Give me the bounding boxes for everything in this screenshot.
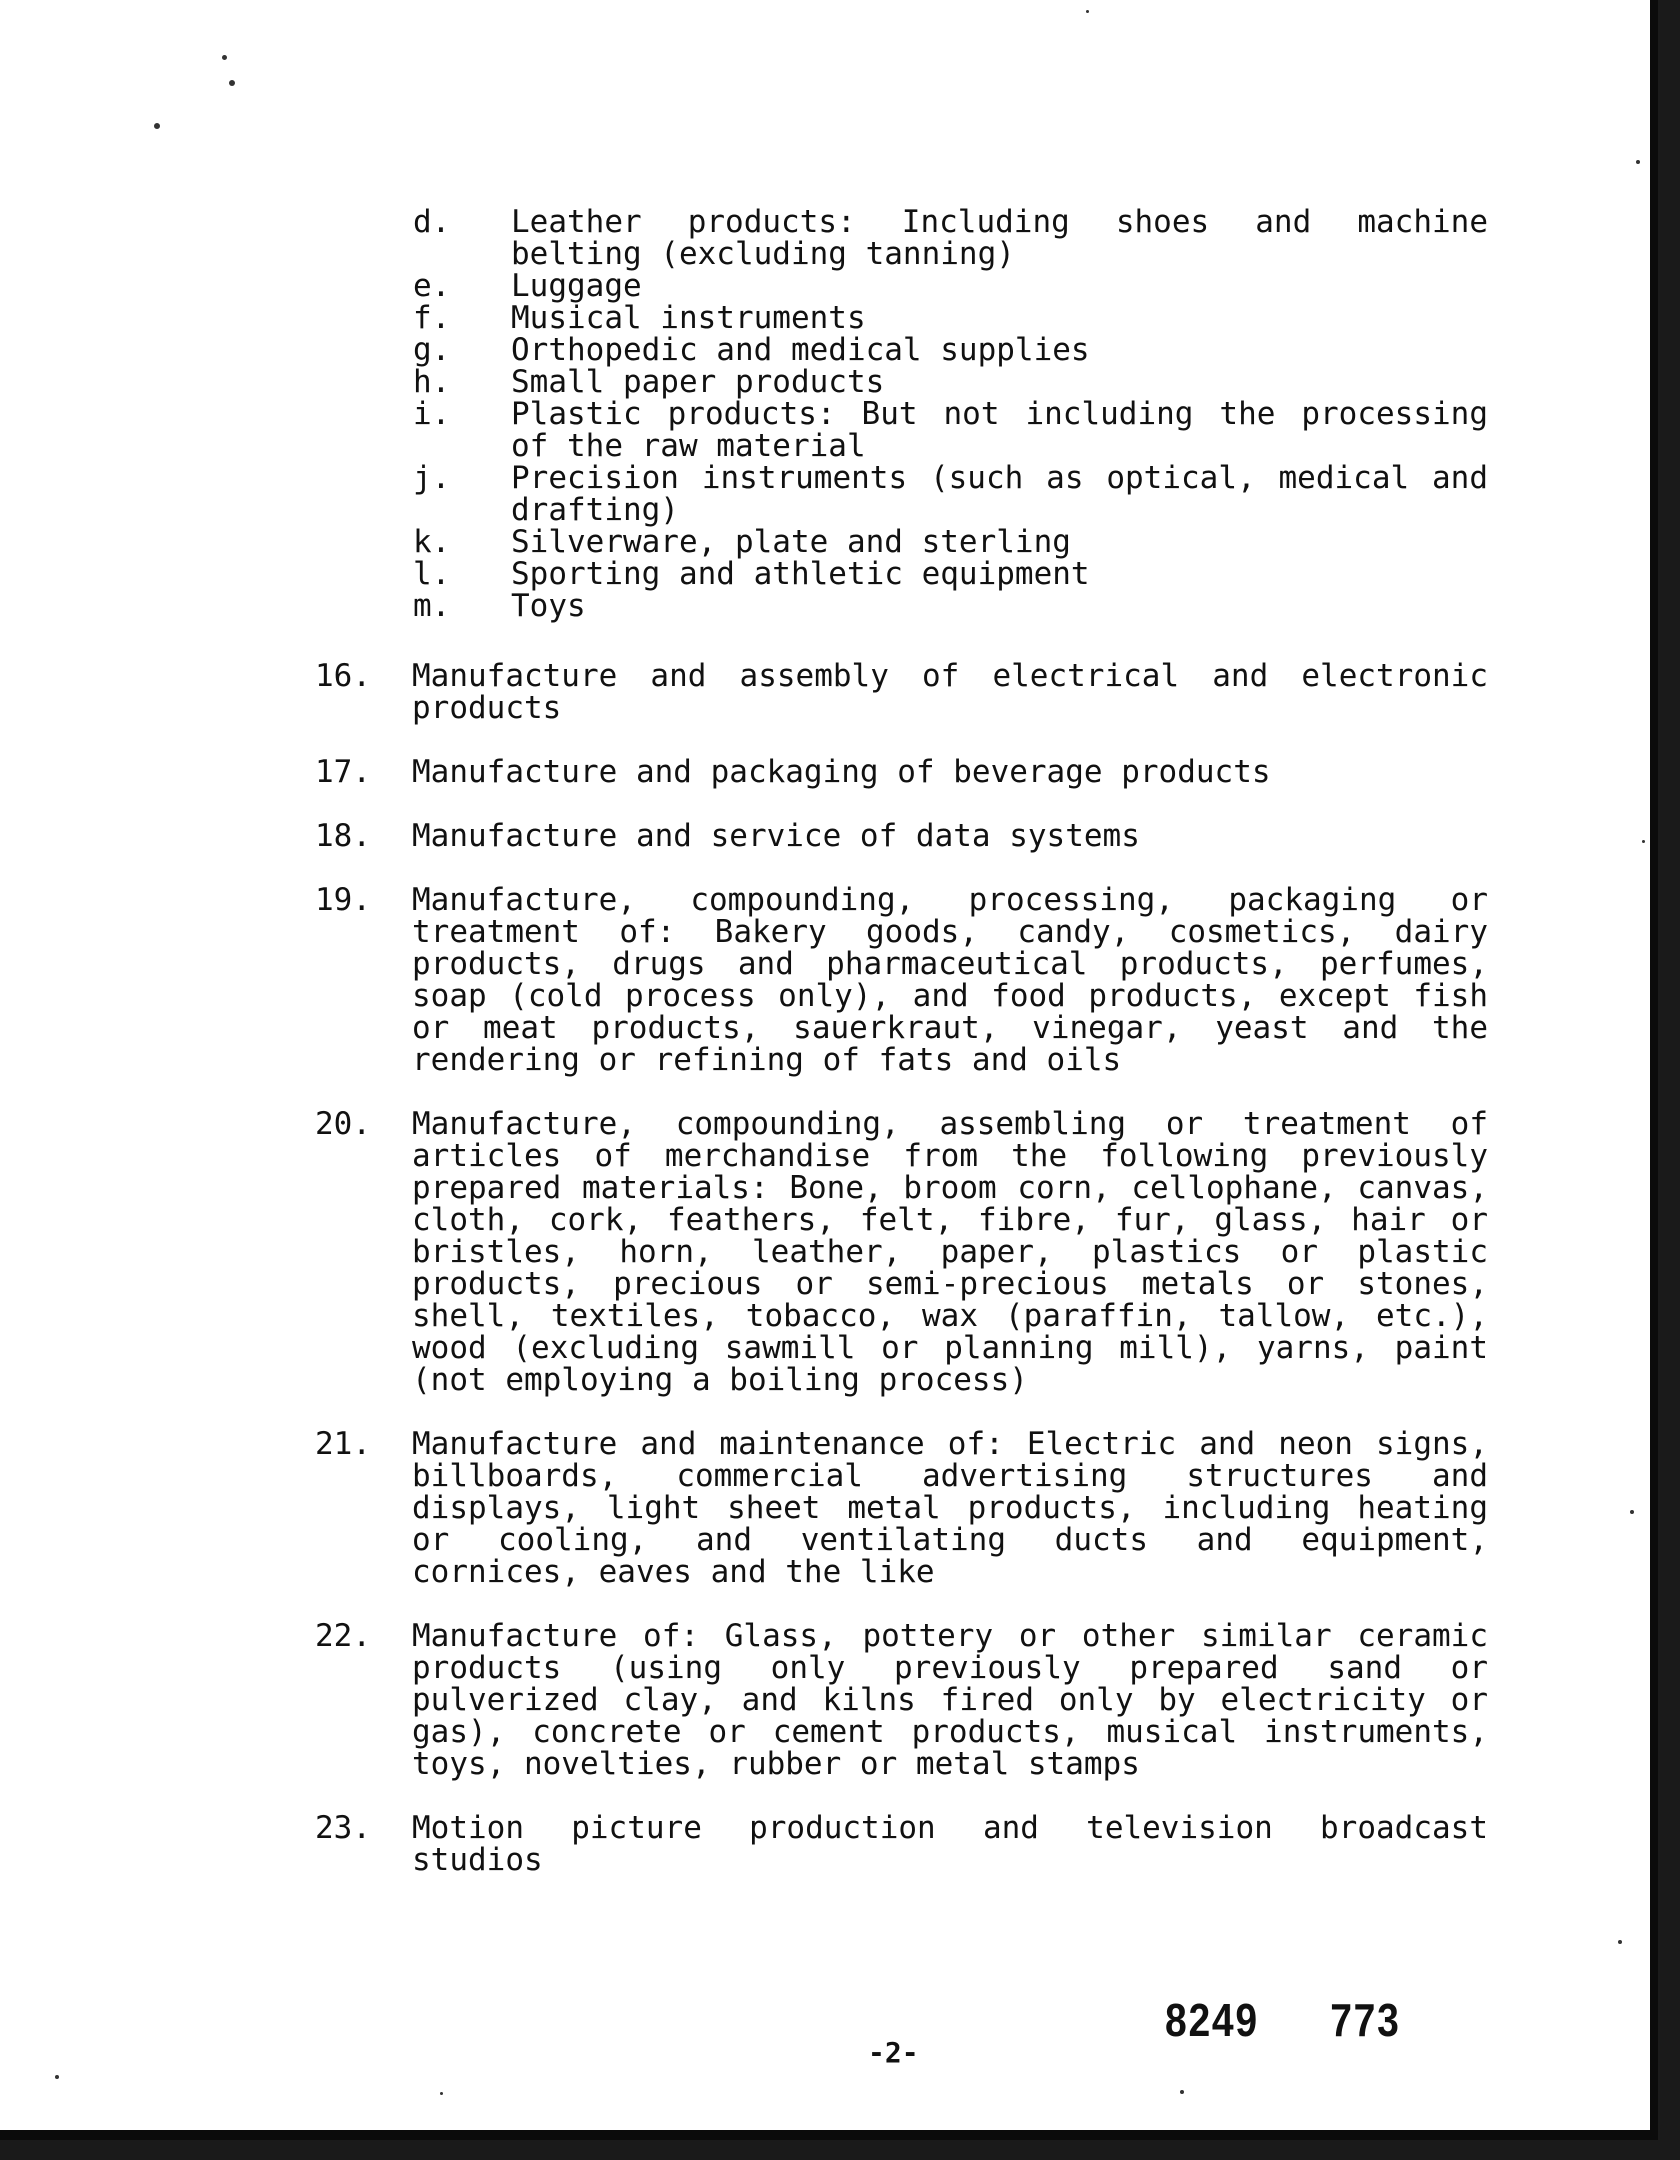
item-text: Manufacture and maintenance of: Electric and neon signs, billboards, commercial advertising structures and displays, light sheet metal products, including heating or cooling, and ventilating ducts and equipment, cornices, eaves and the like [412, 1426, 1488, 1590]
list-item [413, 526, 1488, 558]
list-item [413, 590, 1488, 622]
item-letter: k. [413, 524, 451, 560]
list-item [413, 366, 1488, 398]
item-letter: l. [413, 556, 451, 592]
item-text: Precision instruments (such as optical, medical and drafting) [511, 460, 1488, 528]
scan-speck [1642, 840, 1645, 843]
item-letter: f. [413, 300, 451, 336]
item-text: Manufacture and packaging of beverage products [412, 754, 1271, 790]
item-letter: d. [413, 204, 451, 240]
numbered-item [315, 1812, 1488, 1876]
numbered-item-list [315, 660, 1488, 1908]
scan-speck [154, 123, 160, 129]
scan-speck [1618, 1940, 1622, 1944]
item-text: Small paper products [511, 364, 885, 400]
numbered-item [315, 884, 1488, 1076]
item-text: Plastic products: But not including the processing of the raw material [511, 396, 1488, 464]
numbered-item [315, 756, 1488, 788]
item-text: Manufacture and service of data systems [412, 818, 1140, 854]
page-number: -2- [868, 2036, 919, 2069]
scan-speck [1636, 160, 1640, 164]
item-number: 19. [315, 882, 371, 918]
item-letter: e. [413, 268, 451, 304]
list-item [413, 558, 1488, 590]
numbered-item [315, 660, 1488, 724]
item-number: 16. [315, 658, 371, 694]
item-text: Orthopedic and medical supplies [511, 332, 1090, 368]
item-text: Manufacture of: Glass, pottery or other similar ceramic products (using only previously prepared sand or pulverized clay, and kilns fired only by electricity or gas), concrete or cement products, musical instruments, toys, novelties, rubber or metal stamps [412, 1618, 1488, 1782]
scan-speck [1086, 10, 1089, 13]
list-item [413, 462, 1488, 526]
item-text: Motion picture production and television broadcast studios [412, 1810, 1488, 1878]
numbered-item [315, 1428, 1488, 1588]
item-number: 18. [315, 818, 371, 854]
document-code: 773 [1330, 1994, 1401, 2046]
numbered-item [315, 820, 1488, 852]
document-code: 8249 [1165, 1994, 1259, 2046]
item-number: 21. [315, 1426, 371, 1462]
item-letter: m. [413, 588, 451, 624]
numbered-item [315, 1620, 1488, 1780]
numbered-item [315, 1108, 1488, 1396]
item-letter: g. [413, 332, 451, 368]
item-letter: h. [413, 364, 451, 400]
item-letter: j. [413, 460, 451, 496]
item-number: 23. [315, 1810, 371, 1846]
item-number: 22. [315, 1618, 371, 1654]
item-text: Manufacture, compounding, processing, packaging or treatment of: Bakery goods, candy, cosmetics, dairy products, drugs and pharmaceutical products, perfumes, soap (cold process only), and food products, except fish or meat products, sauerkraut, vinegar, yeast and the rendering or refining of fats and oils [412, 882, 1488, 1078]
item-text: Luggage [511, 268, 642, 304]
item-text: Sporting and athletic equipment [511, 556, 1090, 592]
document-codes [1165, 1993, 1472, 2047]
scan-speck [440, 2092, 443, 2095]
item-text: Leather products: Including shoes and machine belting (excluding tanning) [511, 204, 1488, 272]
list-item [413, 302, 1488, 334]
scan-speck [55, 2075, 59, 2079]
list-item [413, 206, 1488, 270]
sub-item-list [413, 206, 1488, 622]
item-text: Musical instruments [511, 300, 866, 336]
scan-speck [229, 80, 235, 86]
item-number: 20. [315, 1106, 371, 1142]
list-item [413, 334, 1488, 366]
list-item [413, 270, 1488, 302]
scan-speck [222, 55, 227, 60]
item-text: Toys [511, 588, 586, 624]
scan-speck [1180, 2090, 1184, 2094]
item-text: Manufacture and assembly of electrical and electronic products [412, 658, 1488, 726]
scan-speck [1630, 1510, 1634, 1514]
list-item [413, 398, 1488, 462]
item-number: 17. [315, 754, 371, 790]
item-text: Manufacture, compounding, assembling or treatment of articles of merchandise from the following previously prepared materials: Bone, broom corn, cellophane, canvas, cloth, cork, feathers, felt, fibre, fur, glass, hair or bristles, horn, leather, paper, plastics or plastic products, precious or semi-precious metals or stones, shell, textiles, tobacco, wax (paraffin, tallow, etc.), wood (excluding sawmill or planning mill), yarns, paint (not employing a boiling process) [412, 1106, 1488, 1398]
item-letter: i. [413, 396, 451, 432]
item-text: Silverware, plate and sterling [511, 524, 1071, 560]
